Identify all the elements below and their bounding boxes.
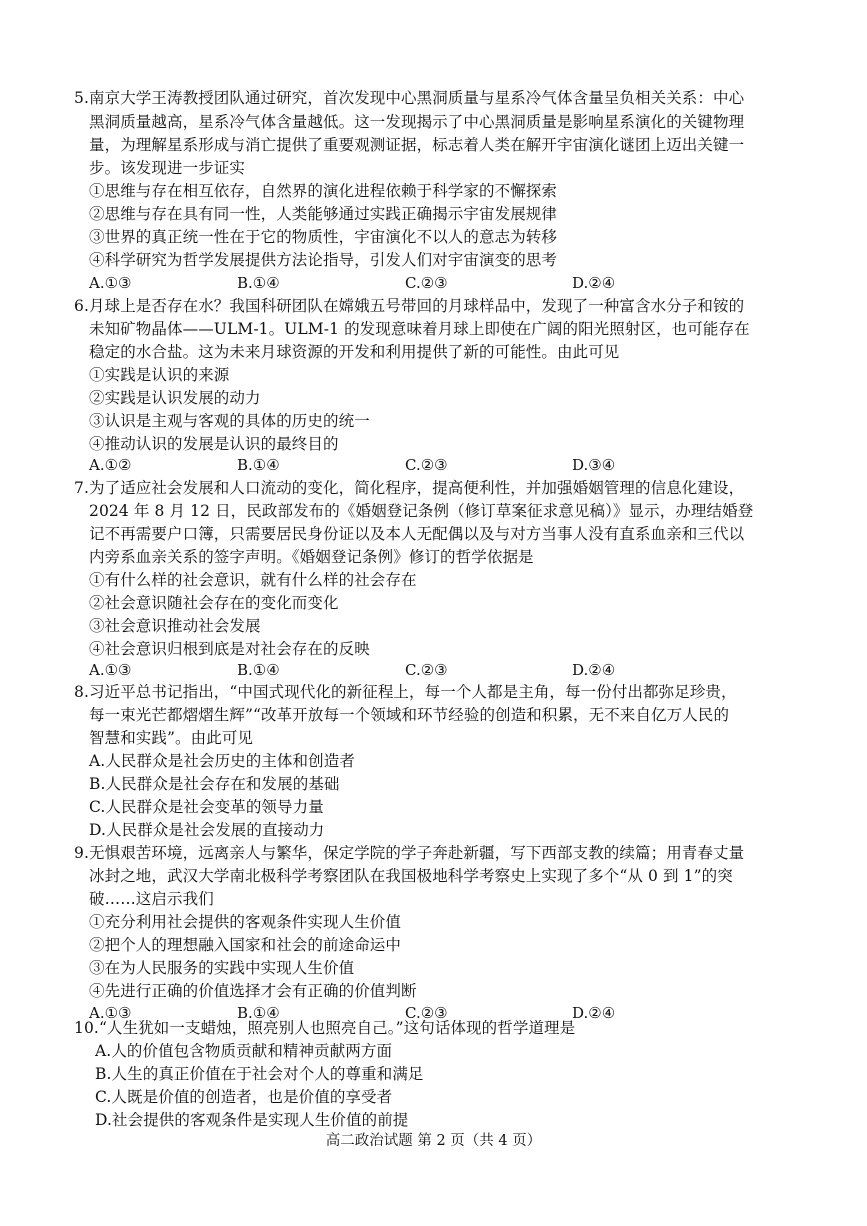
statement: ④社会意识归根到底是对社会存在的反映	[89, 640, 370, 658]
option-d: D.②④	[572, 1004, 616, 1022]
option-c: C.②③	[405, 1004, 448, 1022]
question-stem-line: 量，为理解星系形成与消亡提供了重要观测证据，标志着人类在解开宇宙演化谜团上迈出关键一	[89, 136, 745, 154]
choice-c: C.人既是价值的创造者，也是价值的享受者	[95, 1088, 393, 1106]
question-stem-line: 每一束光芒都熠熠生辉”“改革开放每一个领域和环节经验的创造和积累，无不来自亿万人民的	[89, 706, 730, 724]
option-c: C.②③	[405, 274, 448, 292]
question-stem-line: 内旁系血亲关系的签字声明。《婚姻登记条例》修订的哲学依据是	[89, 548, 534, 566]
question-stem-line: 黑洞质量越高，星系冷气体含量越低。这一发现揭示了中心黑洞质量是影响星系演化的关键物理	[89, 113, 745, 131]
choice-b: B.人民群众是社会存在和发展的基础	[89, 775, 340, 793]
option-b: B.①④	[237, 274, 280, 292]
statement: ②思维与存在具有同一性，人类能够通过实践正确揭示宇宙发展规律	[89, 205, 558, 223]
option-a: A.①③	[89, 661, 132, 679]
question-stem-line: 未知矿物晶体——ULM-1。ULM-1 的发现意味着月球上即使在广阔的阳光照射区，也可能存在	[89, 320, 750, 338]
option-c: C.②③	[405, 661, 448, 679]
statement: ④科学研究为哲学发展提供方法论指导，引发人们对宇宙演变的思考	[89, 251, 558, 269]
choice-b: B.人生的真正价值在于社会对个人的尊重和满足	[95, 1065, 424, 1083]
question-stem-line: 智慧和实践”。由此可见	[89, 729, 254, 747]
statement: ①充分利用社会提供的客观条件实现人生价值	[89, 913, 402, 931]
statement: ②把个人的理想融入国家和社会的前途命运中	[89, 936, 402, 954]
statement: ③在为人民服务的实践中实现人生价值	[89, 959, 355, 977]
question-stem-line: 10.“人生犹如一支蜡烛，照亮别人也照亮自己。”这句话体现的哲学道理是	[74, 1019, 576, 1037]
choice-a: A.人民群众是社会历史的主体和创造者	[89, 752, 355, 770]
statement: ③世界的真正统一性在于它的物质性，宇宙演化不以人的意志为转移	[89, 228, 558, 246]
question-stem-line: 6.月球上是否存在水？我国科研团队在嫦娥五号带回的月球样品中，发现了一种富含水分子和铵的	[74, 297, 745, 315]
question-stem-line: 步。该发现进一步证实	[89, 159, 246, 177]
choice-d: D.社会提供的客观条件是实现人生价值的前提	[95, 1111, 409, 1129]
statement: ④先进行正确的价值选择才会有正确的价值判断	[89, 982, 417, 1000]
question-stem-line: 稳定的水合盐。这为未来月球资源的开发和利用提供了新的可能性。由此可见	[89, 343, 620, 361]
question-stem-line: 记不再需要户口簿，只需要居民身份证以及本人无配偶以及与对方当事人没有直系血亲和三代以	[89, 525, 745, 543]
option-b: B.①④	[237, 1004, 280, 1022]
page-footer: 高二政治试题 第 2 页（共 4 页）	[325, 1133, 542, 1149]
option-d: D.②④	[572, 661, 616, 679]
question-stem-line: 5.南京大学王涛教授团队通过研究，首次发现中心黑洞质量与星系冷气体含量呈负相关关系：中心	[74, 89, 745, 107]
answer-options	[0, 272, 780, 294]
answer-options	[0, 659, 780, 681]
option-a: A.①③	[89, 274, 132, 292]
option-a: A.①②	[89, 456, 132, 474]
question-stem-line: 8.习近平总书记指出，“中国式现代化的新征程上，每一个人都是主角，每一份付出都弥足珍贵，	[74, 683, 737, 701]
option-c: C.②③	[405, 456, 448, 474]
statement: ④推动认识的发展是认识的最终目的	[89, 435, 339, 453]
option-b: B.①④	[237, 661, 280, 679]
option-d: D.③④	[572, 456, 616, 474]
statement: ①思维与存在相互依存，自然界的演化进程依赖于科学家的不懈探索	[89, 182, 558, 200]
question-stem-line: 冰封之地，武汉大学南北极科学考察团队在我国极地科学考察史上实现了多个“从 0 到 1”的突	[89, 867, 733, 885]
choice-d: D.人民群众是社会发展的直接动力	[89, 821, 325, 839]
question-stem-line: 7.为了适应社会发展和人口流动的变化，简化程序，提高便利性，并加强婚姻管理的信息化建设，	[74, 479, 745, 497]
statement: ②实践是认识发展的动力	[89, 389, 261, 407]
question-stem-line: 9.无惧艰苦环境，远离亲人与繁华，保定学院的学子奔赴新疆，写下西部支教的续篇；用青春丈量	[74, 844, 745, 862]
choice-c: C.人民群众是社会变革的领导力量	[89, 798, 324, 816]
option-a: A.①③	[89, 1004, 132, 1022]
statement: ①有什么样的社会意识，就有什么样的社会存在	[89, 571, 417, 589]
choice-a: A.人的价值包含物质贡献和精神贡献两方面	[95, 1042, 393, 1060]
option-b: B.①④	[237, 456, 280, 474]
statement: ①实践是认识的来源	[89, 366, 230, 384]
question-stem-line: 破……这启示我们	[89, 890, 214, 908]
question-stem-line: 2024 年 8 月 12 日，民政部发布的《婚姻登记条例（修订草案征求意见稿）》显示，办理结婚登	[89, 502, 754, 520]
answer-options	[0, 454, 780, 476]
option-d: D.②④	[572, 274, 616, 292]
statement: ③社会意识推动社会发展	[89, 617, 261, 635]
statement: ②社会意识随社会存在的变化而变化	[89, 594, 339, 612]
statement: ③认识是主观与客观的具体的历史的统一	[89, 412, 370, 430]
